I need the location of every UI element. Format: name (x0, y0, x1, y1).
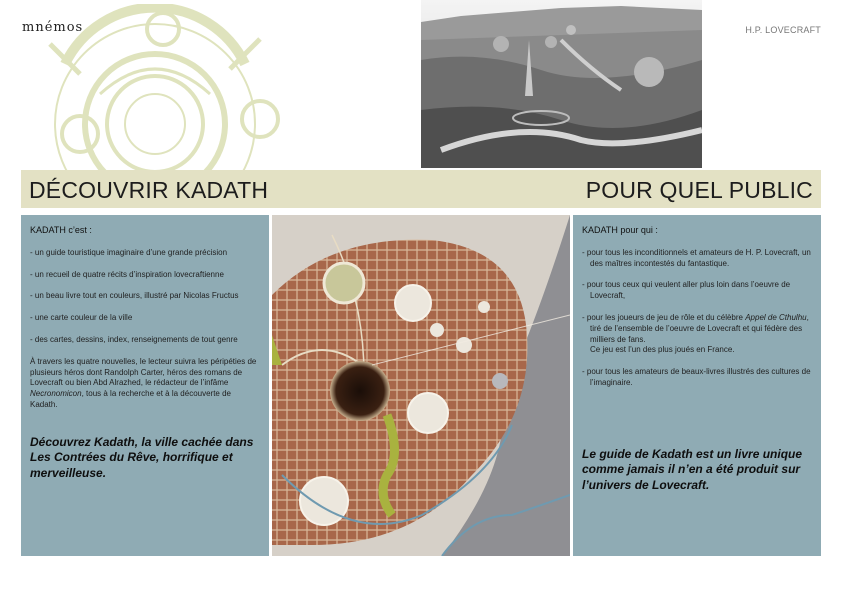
list-item: - des cartes, dessins, index, renseignements de tout genre (30, 335, 260, 346)
section-title-discover: DÉCOUVRIR KADATH (29, 177, 269, 203)
feature-list (30, 248, 260, 346)
list-item: - un guide touristique imaginaire d’une grande précision (30, 248, 260, 259)
list-item: - pour les joueurs de jeu de rôle et du célèbre Appel de Cthulhu, tiré de l’ensemble de l’oeuvre de Lovecraft et qui fédère des milliers de fans. Ce jeu est l’un des plus joués en France. (582, 313, 812, 356)
audience-panel (573, 215, 821, 556)
list-item: - pour tous les amateurs de beaux-livres illustrés des cultures de l’imaginaire. (582, 367, 812, 389)
author-label: H.P. LOVECRAFT (745, 25, 821, 35)
callout-text: Le guide de Kadath est un livre unique comme jamais il n’en a été produit sur l’univers de Lovecraft. (582, 446, 803, 492)
section-title-audience: POUR QUEL PUBLIC (585, 177, 813, 203)
audience-list (582, 248, 812, 389)
story-paragraph: À travers les quatre nouvelles, le lecteur suivra les péripéties de plusieurs héros dont Randolph Carter, héros des romans de Lovecraft ou bien Abd Alrazhed, le rédacteur de l’infâme Necronomicon, tous à la recherche et à la découverte de Kadath. (30, 356, 257, 409)
callout-text: Découvrez Kadath, la ville cachée dans Les Contrées du Rêve, horrifique et merveilleuse. (30, 434, 254, 480)
list-item: - un recueil de quatre récits d’inspiration lovecraftienne (30, 270, 260, 281)
brand-logo: mnémos (22, 20, 84, 35)
discover-panel (21, 215, 269, 556)
list-item: - une carte couleur de la ville (30, 313, 260, 324)
list-item: - un beau livre tout en couleurs, illustré par Nicolas Fructus (30, 291, 260, 302)
kadath-city-map (272, 215, 570, 556)
landscape-illustration (421, 0, 702, 168)
panel-heading: KADATH c’est : (30, 225, 92, 235)
list-item: - pour tous les inconditionnels et amateurs de H. P. Lovecraft, un des maîtres incontestés du fantastique. (582, 248, 812, 270)
panel-heading: KADATH pour qui : (582, 225, 658, 235)
list-item: - pour tous ceux qui veulent aller plus loin dans l’oeuvre de Lovecraft, (582, 280, 812, 302)
